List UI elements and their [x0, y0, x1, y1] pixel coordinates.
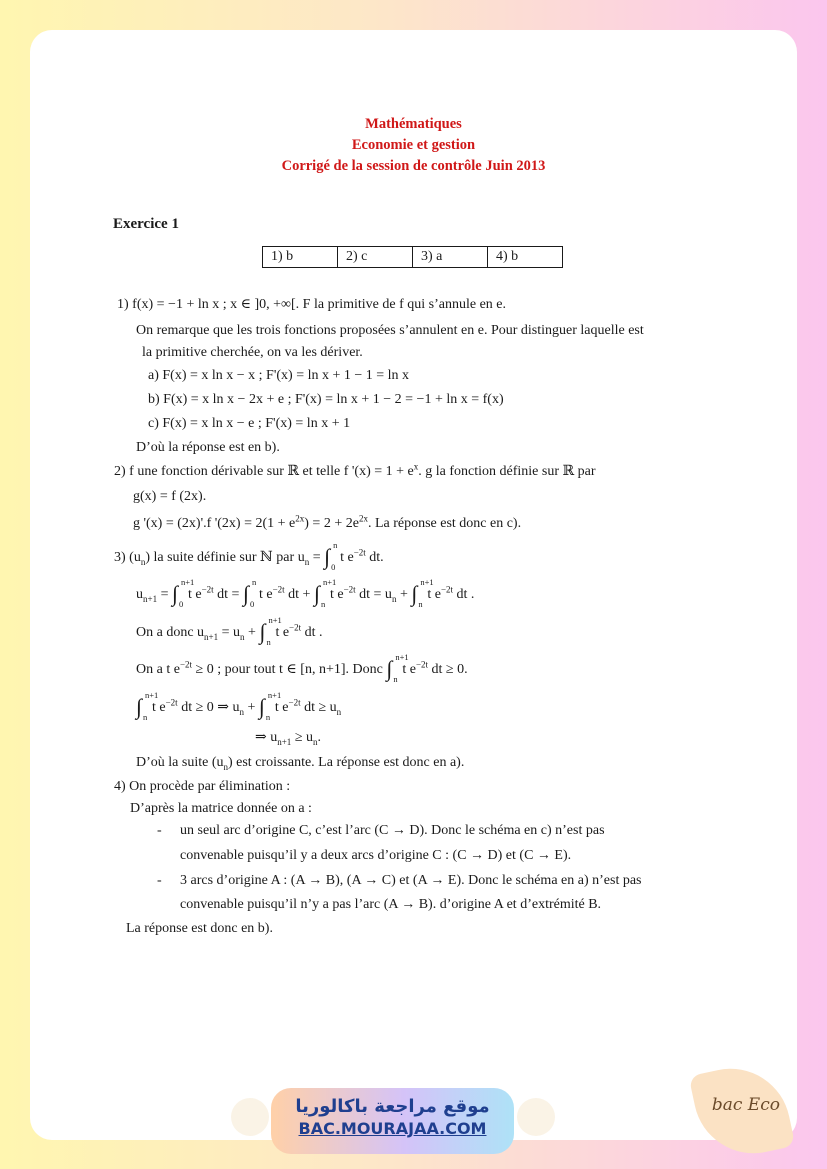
integral-sign: ∫ n+1 n: [259, 615, 282, 647]
q3-text: +: [244, 625, 260, 641]
q3-text: ⇒ u: [255, 730, 278, 745]
subscript: n: [313, 736, 318, 747]
q2-line1-text-end: . g la fonction définie sur ℝ par: [418, 464, 596, 479]
subscript: n: [223, 761, 228, 772]
q3-text: D’où la suite (u: [136, 755, 224, 770]
q4-bullet1-line2: convenable puisqu’il y a deux arcs d’origine C : (C → D) et (C → E).: [180, 848, 572, 863]
integral-upper: n: [333, 540, 338, 550]
q2-line3: [133, 515, 521, 533]
exponent: −2t: [440, 584, 454, 595]
integral-sign: ∫ n+1 n: [313, 577, 337, 609]
q3-text: t e: [274, 700, 289, 716]
exponent: −2t: [288, 697, 301, 708]
q4-line2: D’après la matrice donnée on a :: [130, 801, 312, 816]
integral-lower: 0: [178, 599, 184, 609]
bullet-dash: -: [157, 823, 162, 838]
q3-text: dt ≥ 0.: [428, 662, 468, 678]
exercise-title: Exercice 1: [113, 216, 179, 232]
integral-upper: n+1: [145, 690, 159, 700]
q3-text: 3) (u: [114, 550, 141, 566]
integral-sign: ∫ n+1 n: [258, 690, 282, 722]
q4-bullet1-line1: un seul arc d’origine C, c’est l’arc (C → D). Donc le schéma en c) n’est pas: [180, 823, 605, 838]
q1-option-a: a) F(x) = x ln x − x ; F'(x) = ln x + 1 − 1 = ln x: [148, 368, 410, 383]
q3-line6: [255, 729, 321, 747]
integral-sign: ∫ n+1 n: [136, 690, 159, 722]
q3-text: dt ≥ 0 ⇒ u: [177, 700, 240, 716]
section-title: Economie et gestion: [351, 137, 476, 153]
q3-text: t e: [152, 700, 166, 716]
site-logo-icon: [517, 1098, 555, 1136]
answer-cell: 3) a: [413, 247, 488, 268]
q3-text: dt = u: [355, 587, 392, 603]
q3-text: = u: [218, 625, 241, 641]
integral-sign: ∫ n 0: [242, 577, 257, 609]
integral-lower: n: [266, 637, 271, 647]
integral-upper: n+1: [268, 615, 282, 625]
q3-text: dt =: [213, 587, 243, 603]
q3-text: t e: [402, 662, 416, 678]
q4-conclusion: La réponse est donc en b).: [126, 921, 273, 936]
q3-text: t e: [427, 587, 441, 603]
q1-remark-line1: On remarque que les trois fonctions proposées s’annulent en e. Pour distinguer laquelle est: [136, 323, 644, 338]
integral-lower: n: [265, 712, 271, 722]
site-banner[interactable]: [271, 1088, 514, 1154]
q2-line3-text-mid: ) = 2 + 2e: [304, 516, 359, 531]
q4-line1: 4) On procède par élimination :: [114, 779, 291, 794]
q3-text: t e: [187, 587, 202, 603]
integral-upper: n+1: [180, 577, 195, 587]
integral-upper: n+1: [395, 652, 409, 662]
q2-line2: g(x) = f (2x).: [133, 489, 207, 504]
exponent: −2t: [272, 584, 285, 595]
q3-line3: [136, 615, 323, 647]
q3-text: =: [309, 550, 325, 566]
q1-option-b: b) F(x) = x ln x − 2x + e ; F'(x) = ln x + 1 − 2 = −1 + ln x = f(x): [148, 392, 504, 407]
exponent: −2t: [201, 584, 214, 595]
q2-line1: [114, 463, 596, 481]
q3-text: t e: [340, 550, 354, 566]
session-title: Corrigé de la session de contrôle Juin 2013: [281, 158, 546, 174]
answer-cell: 4) b: [488, 247, 563, 268]
q3-text: +: [244, 700, 259, 716]
answer-cell: 2) c: [338, 247, 413, 268]
integral-upper: n+1: [267, 690, 282, 700]
q3-text: ≥ 0 ; pour tout t ∈ [n, n+1]. Donc: [192, 662, 387, 678]
exponent: −2t: [289, 622, 302, 633]
q3-line1: [114, 540, 384, 572]
integral-sign: ∫ n+1 n: [386, 652, 409, 684]
subject-title: Mathématiques: [365, 116, 462, 132]
site-url-link[interactable]: BAC.MOURAJAA.COM: [298, 1119, 487, 1138]
q1-conclusion: D’où la réponse est en b).: [136, 440, 280, 455]
exponent: x: [413, 461, 419, 472]
q4-bullet2-line2: convenable puisqu’il n’y a pas l’arc (A → B). d’origine A et d’extrémité B.: [180, 897, 602, 912]
integral-upper: n: [251, 577, 257, 587]
q3-text: ) la suite définie sur ℕ par u: [145, 550, 305, 566]
subscript: n: [239, 707, 244, 718]
exponent: −2t: [343, 584, 356, 595]
q1-option-c: c) F(x) = x ln x − e ; F'(x) = ln x + 1: [148, 416, 351, 431]
q1-intro: 1) f(x) = −1 + ln x ; x ∈ ]0, +∞[. F la primitive de f qui s’annule en e.: [117, 297, 507, 312]
integral-lower: 0: [331, 562, 336, 572]
q3-line7: [136, 754, 464, 772]
integral-sign: ∫ n+1 n: [411, 577, 434, 609]
integral-lower: n: [320, 599, 326, 609]
q3-text: u: [136, 587, 143, 603]
exponent: −2t: [353, 547, 366, 558]
site-name-arabic: موقع مراجعة باكالوريا: [295, 1096, 490, 1117]
q1-remark-line2: la primitive cherchée, on va les dériver.: [142, 345, 363, 360]
q3-text: .: [317, 730, 321, 745]
subscript: n+1: [277, 736, 292, 747]
integral-sign: ∫ n+1 0: [171, 577, 195, 609]
q3-text: dt .: [301, 625, 323, 641]
q3-line4: [136, 652, 468, 684]
answers-table: [262, 246, 563, 268]
q3-text: dt.: [365, 550, 384, 566]
subscript: n+1: [204, 632, 219, 643]
q3-text: dt +: [284, 587, 314, 603]
q3-text: dt ≥ u: [300, 700, 337, 716]
exponent: −2t: [415, 659, 429, 670]
q3-text: =: [157, 587, 172, 603]
q3-line2: [136, 577, 475, 609]
q3-text: t e: [329, 587, 344, 603]
integral-lower: n: [143, 712, 148, 722]
exponent: −2t: [165, 697, 178, 708]
exponent: 2x: [295, 513, 305, 524]
subscript: n: [140, 557, 146, 568]
badge-label: bac Eco: [711, 1095, 780, 1116]
integral-lower: 0: [249, 599, 255, 609]
q3-text: ≥ u: [291, 730, 313, 745]
q3-text: t e: [275, 625, 290, 641]
subscript: n: [304, 557, 310, 568]
subscript: n+1: [143, 594, 158, 605]
integral-upper: n+1: [322, 577, 337, 587]
integral-lower: n: [418, 599, 423, 609]
q3-text: +: [396, 587, 412, 603]
integral-sign: ∫ n 0: [324, 540, 338, 572]
q2-line3-text: g '(x) = (2x)'.f '(2x) = 2(1 + e: [133, 516, 296, 531]
q2-line3-text-end: . La réponse est donc en c).: [367, 516, 522, 531]
q3-line5: [136, 690, 342, 722]
integral-lower: n: [393, 674, 398, 684]
q2-line1-text: 2) f une fonction dérivable sur ℝ et telle f '(x) = 1 + e: [114, 464, 414, 479]
exponent: −2t: [179, 659, 193, 670]
q3-text: On a donc u: [136, 625, 205, 641]
bullet-dash: -: [157, 873, 162, 888]
q3-text: t e: [258, 587, 273, 603]
subscript: n: [391, 594, 397, 605]
subscript: n: [240, 632, 245, 643]
q4-bullet2-line1: 3 arcs d’origine A : (A → B), (A → C) et (A → E). Donc le schéma en a) n’est pas: [180, 873, 642, 888]
answer-cell: 1) b: [263, 247, 338, 268]
integral-upper: n+1: [420, 577, 434, 587]
subscript: n: [336, 707, 342, 718]
q3-text: ) est croissante. La réponse est donc en a).: [227, 755, 465, 770]
site-logo-icon: [231, 1098, 269, 1136]
exponent: 2x: [358, 513, 368, 524]
q3-text: dt .: [453, 587, 475, 603]
q3-text: On a t e: [136, 662, 180, 678]
